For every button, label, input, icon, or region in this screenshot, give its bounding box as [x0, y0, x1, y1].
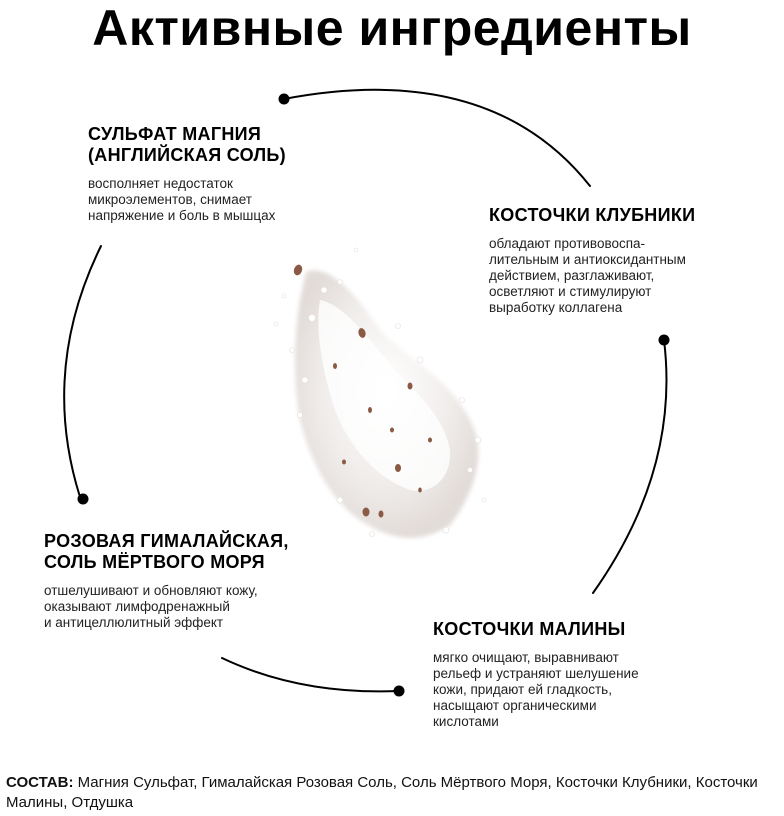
ingredient-title: СУЛЬФАТ МАГНИЯ (АНГЛИЙСКАЯ СОЛЬ): [88, 124, 286, 165]
page-title: Активные ингредиенты: [92, 0, 692, 56]
salt-pile-image: [274, 248, 486, 538]
composition-text: [6, 773, 782, 813]
ingredient-himalayan-dead-sea-salt: [44, 531, 289, 631]
ingredient-strawberry-seeds: [489, 205, 695, 316]
arc-top: [284, 90, 590, 186]
ingredient-description: отшелушивают и обновляют кожу, оказывают лимфодренажный и антицеллюлитный эффект: [44, 583, 258, 630]
dot-right: [659, 335, 670, 346]
dot-left: [78, 494, 89, 505]
ingredient-magnesium-sulfate: [88, 124, 286, 224]
dot-bottom: [394, 686, 405, 697]
arc-left: [64, 246, 101, 497]
composition-list: Магния Сульфат, Гималайская Розовая Соль, Соль Мёртвого Моря, Косточки Клубники, Косточки Малины, Отдушка: [6, 774, 758, 811]
ingredient-description: обладают противовоспа- лительным и антиоксидантным действием, разглаживают, осветляют и стимулируют выработку коллагена: [489, 236, 686, 315]
ingredient-description: мягко очищают, выравнивают рельеф и устраняют шелушение кожи, придают ей гладкость, насыщают органическими кислотами: [433, 650, 639, 729]
arc-right: [593, 340, 666, 593]
ingredient-title: РОЗОВАЯ ГИМАЛАЙСКАЯ, СОЛЬ МЁРТВОГО МОРЯ: [44, 531, 289, 572]
arc-bottom: [222, 658, 398, 691]
ingredient-description: восполняет недостаток микроэлементов, снимает напряжение и боль в мышцах: [88, 176, 276, 223]
composition-label: СОСТАВ:: [6, 774, 74, 791]
dot-top: [279, 94, 290, 105]
ingredient-title: КОСТОЧКИ МАЛИНЫ: [433, 619, 626, 639]
ingredient-raspberry-seeds: [433, 619, 639, 730]
ingredient-title: КОСТОЧКИ КЛУБНИКИ: [489, 205, 696, 225]
